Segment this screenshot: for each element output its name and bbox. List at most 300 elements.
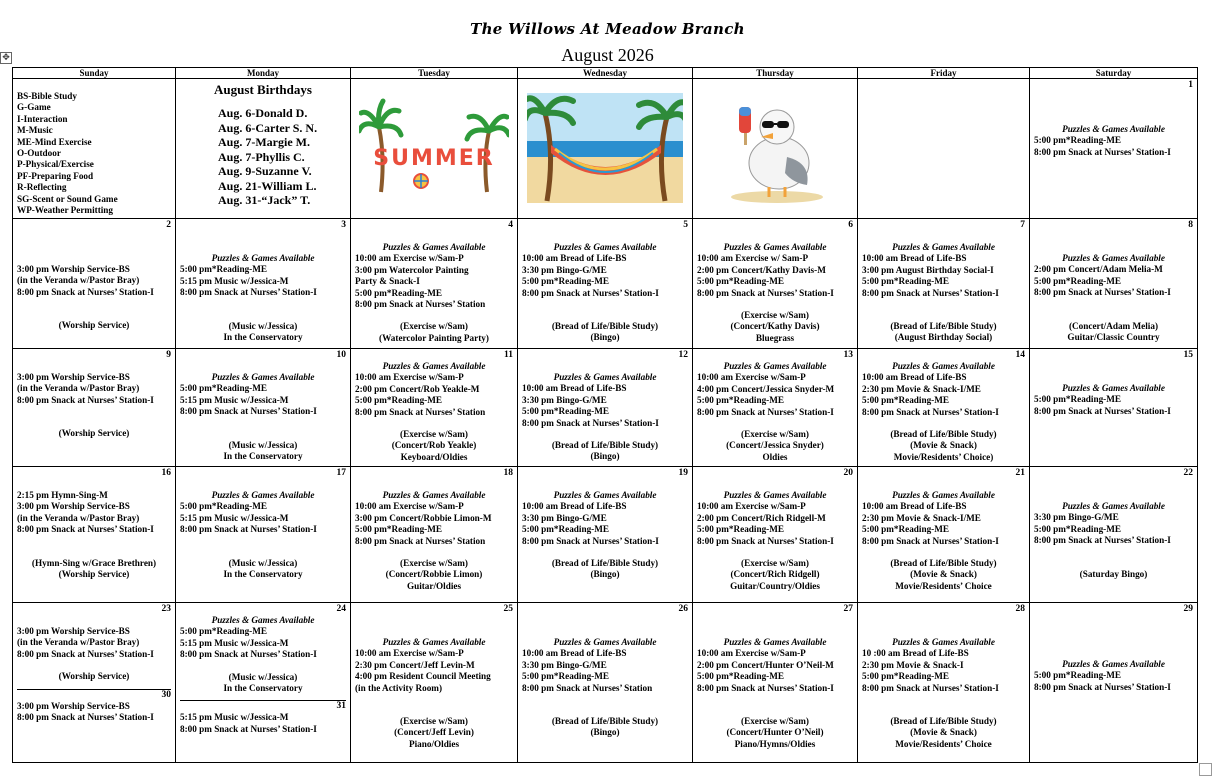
puzzles-line: Puzzles & Games Available: [382, 490, 486, 500]
activity-line: 5:00 pm*Reading-ME: [697, 276, 785, 287]
puzzles-line: Puzzles & Games Available: [892, 242, 995, 252]
summer-image-cell: [351, 79, 518, 219]
day-22-content: [1030, 467, 1197, 581]
day-cell-7: [858, 219, 1030, 349]
legend-item: G-Game: [17, 102, 51, 113]
week-row-5: [13, 603, 1198, 763]
activity-line: 10:00 am Bread of Life-BS: [522, 383, 627, 394]
birthday-item: Aug. 31-“Jack” T.: [218, 193, 311, 207]
birthdays-cell: [176, 79, 351, 219]
activity-line: 5:00 pm*Reading-ME: [862, 276, 950, 287]
activity-line: 5:15 pm Music w/Jessica-M: [180, 637, 289, 648]
day-18-content: [351, 467, 517, 593]
activity-line: 2:00 pm Concert/Kathy Davis-M: [697, 264, 826, 275]
event-summary: Movie/Residents’ Choice: [895, 738, 992, 749]
event-summary: (Bingo): [590, 332, 620, 343]
activity-line: 2:30 pm Movie & Snack-I: [862, 659, 964, 670]
day-number: 25: [503, 604, 513, 614]
activity-line: 3:30 pm Bingo-G/ME: [522, 512, 607, 523]
event-summary: Movie/Residents’ Choice): [893, 451, 994, 462]
day-14-content: [858, 349, 1029, 464]
puzzles-line: Puzzles & Games Available: [553, 372, 657, 382]
activity-line: 8:00 pm Snack at Nurses’ Station-I: [1034, 287, 1171, 298]
legend-item: WP-Weather Permitting: [17, 205, 114, 216]
day-cell-20: [693, 467, 858, 603]
day-number: 8: [1188, 220, 1193, 230]
activity-line: 8:00 pm Snack at Nurses’ Station: [522, 682, 653, 693]
day-number: 23: [161, 604, 171, 614]
event-summary: Keyboard/Oldies: [400, 451, 468, 462]
puzzles-line: Puzzles & Games Available: [892, 361, 995, 371]
day-30-content: [13, 690, 175, 724]
activity-line: 3:00 pm Worship Service-BS: [17, 264, 130, 274]
event-summary: (Concert/Hunter O’Neil): [726, 727, 824, 738]
day-number: 2: [166, 220, 171, 230]
activity-line: 2:30 pm Movie & Snack-I/ME: [862, 383, 981, 394]
activity-line: 5:15 pm Music w/Jessica-M: [180, 712, 289, 723]
puzzles-line: Puzzles & Games Available: [892, 490, 995, 500]
day-cell-26: [518, 603, 693, 763]
table-move-handle-icon[interactable]: ✥: [0, 52, 12, 64]
day-19-content: [518, 467, 692, 582]
activity-line: 10:00 am Exercise w/Sam-P: [697, 648, 806, 659]
facility-title: The Willows At Meadow Branch: [470, 20, 745, 38]
activity-line: 8:00 pm Snack at Nurses’ Station-I: [697, 406, 834, 417]
puzzles-line: Puzzles & Games Available: [723, 637, 827, 647]
day-number: 29: [1183, 604, 1193, 614]
activity-line: 3:30 pm Bingo-G/ME: [522, 394, 607, 405]
activity-line: 10:00 am Bread of Life-BS: [862, 372, 967, 383]
birthday-item: Aug. 9-Suzanne V.: [218, 164, 312, 178]
seagull-with-popsicle-icon: [715, 93, 835, 205]
activity-line: 2:00 pm Concert/Adam Melia-M: [1034, 264, 1163, 275]
summer-palm-trees-icon: [359, 97, 509, 197]
day-cell-18: [351, 467, 518, 603]
puzzles-line: Puzzles & Games Available: [1062, 501, 1165, 511]
activity-line: 3:00 pm August Birthday Social-I: [862, 264, 994, 275]
activity-line: 4:00 pm Resident Council Meeting: [355, 671, 491, 682]
birthdays-title: August Birthdays: [214, 82, 312, 97]
event-summary: (Bingo): [590, 451, 620, 462]
activity-line: 5:00 pm*Reading-ME: [1034, 523, 1122, 534]
activity-line: 3:00 pm Concert/Robbie Limon-M: [355, 512, 492, 523]
puzzles-line: Puzzles & Games Available: [1062, 383, 1165, 393]
day-27-content: [693, 603, 857, 751]
day-cell-6: [693, 219, 858, 349]
puzzles-line: Puzzles & Games Available: [723, 242, 827, 252]
event-summary: (Bread of Life/Bible Study): [551, 321, 659, 332]
event-summary: (Music w/Jessica): [228, 557, 298, 568]
activity-line: 8:00 pm Snack at Nurses’ Station-I: [1034, 681, 1171, 692]
activity-line: 5:00 pm*Reading-ME: [1034, 670, 1122, 681]
empty-cell: [858, 79, 1030, 219]
legend-item: PF-Preparing Food: [17, 170, 94, 181]
activity-line: 8:00 pm Snack at Nurses’ Station-I: [180, 406, 317, 417]
event-summary: (Bread of Life/Bible Study): [890, 716, 997, 727]
activity-line: 8:00 pm Snack at Nurses’ Station: [355, 535, 486, 546]
activity-line: (in the Veranda w/Pastor Bray): [17, 637, 140, 648]
day-number: 3: [341, 220, 346, 230]
puzzles-line: Puzzles & Games Available: [723, 361, 827, 371]
weekday-friday: Friday: [858, 68, 1030, 79]
hammock-image-cell: [518, 79, 693, 219]
activity-line: 8:00 pm Snack at Nurses’ Station-I: [180, 524, 317, 535]
activity-line: 8:00 pm Snack at Nurses’ Station-I: [522, 417, 659, 428]
activity-line: 10:00 am Bread of Life-BS: [862, 501, 967, 512]
day-cell-21: [858, 467, 1030, 603]
day-number: 22: [1183, 468, 1193, 478]
event-summary: (Exercise w/Sam): [741, 429, 809, 440]
day-cell-23-30: [13, 603, 176, 763]
day-number: 13: [843, 350, 853, 360]
weekday-wednesday: Wednesday: [518, 68, 693, 79]
event-summary: (Concert/Rob Yeakle): [391, 440, 477, 451]
puzzles-line: Puzzles & Games Available: [211, 253, 315, 263]
day-number: 6: [848, 220, 853, 230]
day-cell-22: [1030, 467, 1198, 603]
activity-line: 5:00 pm*Reading-ME: [1034, 135, 1122, 146]
puzzles-line: Puzzles & Games Available: [211, 615, 315, 625]
activity-line: 5:00 pm*Reading-ME: [1034, 394, 1122, 405]
event-summary: (Bingo): [590, 727, 620, 738]
event-summary: (Exercise w/Sam): [400, 429, 468, 440]
event-summary: (Movie & Snack): [910, 569, 977, 580]
event-summary: (Bread of Life/Bible Study): [890, 558, 997, 569]
day-number: 9: [166, 350, 171, 360]
activity-line: 8:00 pm Snack at Nurses’ Station-I: [522, 287, 659, 298]
activity-line: 3:00 pm Worship Service-BS: [17, 501, 130, 512]
activity-line: 8:00 pm Snack at Nurses’ Station-I: [697, 535, 834, 546]
event-summary: In the Conservatory: [223, 569, 303, 580]
activity-line: 8:00 pm Snack at Nurses’ Station-I: [1034, 535, 1171, 546]
puzzles-line: Puzzles & Games Available: [382, 361, 486, 371]
puzzles-line: Puzzles & Games Available: [382, 637, 486, 647]
activity-line: 5:00 pm*Reading-ME: [355, 287, 443, 298]
day-number: 10: [336, 350, 346, 360]
puzzles-line: Puzzles & Games Available: [1062, 253, 1165, 263]
activity-line: 8:00 pm Snack at Nurses’ Station-I: [862, 406, 999, 417]
day-number: 21: [1015, 468, 1025, 478]
event-summary: (Bread of Life/Bible Study): [890, 321, 997, 332]
event-summary: Piano/Oldies: [408, 738, 460, 749]
event-summary: (Music w/Jessica): [228, 320, 298, 331]
event-summary: (Movie & Snack): [910, 727, 977, 738]
day-cell-27: [693, 603, 858, 763]
day-5-content: [518, 219, 692, 345]
day-20-content: [693, 467, 857, 593]
day-number: 12: [678, 350, 688, 360]
activity-line: 10:00 am Exercise w/Sam-P: [355, 372, 464, 383]
calendar-table: [12, 67, 1198, 763]
day-number: 5: [683, 220, 688, 230]
activity-line: Party & Snack-I: [355, 276, 420, 287]
birthdays-list: [180, 106, 346, 208]
weekday-header-row: [13, 68, 1198, 79]
activity-line: 2:15 pm Hymn-Sing-M: [17, 490, 108, 500]
activity-line: 8:00 pm Snack at Nurses’ Station-I: [862, 287, 999, 298]
event-summary: (Concert/Rich Ridgell): [730, 569, 820, 580]
event-summary: (Exercise w/Sam): [741, 558, 809, 569]
activity-line: 8:00 pm Snack at Nurses’ Station-I: [522, 535, 659, 546]
day-6-content: [693, 219, 857, 345]
puzzles-line: Puzzles & Games Available: [553, 490, 657, 500]
activity-line: 2:00 pm Concert/Hunter O’Neil-M: [697, 659, 834, 670]
activity-line: 10:00 am Bread of Life-BS: [522, 501, 627, 512]
day-8-content: [1030, 219, 1197, 344]
legend-item: M-Music: [17, 125, 53, 136]
day-cell-28: [858, 603, 1030, 763]
day-25-content: [351, 603, 517, 751]
day-cell-19: [518, 467, 693, 603]
event-summary: (Watercolor Painting Party): [379, 332, 489, 343]
day-number: 17: [336, 468, 346, 478]
day-7-content: [858, 219, 1029, 345]
event-summary: Piano/Hymns/Oldies: [734, 738, 816, 749]
activity-line: 3:30 pm Bingo-G/ME: [522, 659, 607, 670]
birthday-item: Aug. 6-Carter S. N.: [218, 120, 318, 135]
event-summary: Movie/Residents’ Choice: [895, 580, 992, 591]
puzzles-line: Puzzles & Games Available: [1062, 124, 1165, 134]
activity-line: (in the Activity Room): [355, 682, 443, 693]
activity-line: 3:00 pm Worship Service-BS: [17, 626, 130, 636]
event-summary: (Exercise w/Sam): [400, 558, 468, 569]
weekday-sunday: Sunday: [13, 68, 176, 79]
activity-line: 10:00 am Exercise w/Sam-P: [355, 253, 464, 264]
day-17-content: [176, 467, 350, 581]
day-number: 24: [336, 604, 346, 614]
activity-line: 5:00 pm*Reading-ME: [697, 671, 785, 682]
event-summary: Oldies: [762, 451, 788, 462]
activity-line: 10:00 am Bread of Life-BS: [522, 648, 627, 659]
day-28-content: [858, 603, 1029, 751]
day-cell-3: [176, 219, 351, 349]
birthday-item: Aug. 7-Margie M.: [218, 135, 310, 149]
weekday-thursday: Thursday: [693, 68, 858, 79]
activity-line: 5:00 pm*Reading-ME: [522, 671, 610, 682]
day-23-content: [13, 604, 175, 683]
day-12-content: [518, 349, 692, 464]
day-number: 18: [503, 468, 513, 478]
activity-line: 8:00 pm Snack at Nurses’ Station: [355, 299, 486, 310]
day-cell-1: [1030, 79, 1198, 219]
day-cell-9: [13, 349, 176, 467]
event-summary: (Bread of Life/Bible Study): [551, 440, 659, 451]
puzzles-line: Puzzles & Games Available: [1062, 659, 1165, 669]
week-row-3: [13, 349, 1198, 467]
activity-line: 5:15 pm Music w/Jessica-M: [180, 512, 289, 523]
day-31-content: [176, 701, 350, 735]
day-29-content: [1030, 603, 1197, 694]
activity-line: 10:00 am Exercise w/Sam-P: [355, 648, 464, 659]
activity-line: 5:00 pm*Reading-ME: [180, 501, 268, 512]
activity-line: 8:00 pm Snack at Nurses’ Station-I: [17, 524, 154, 535]
puzzles-line: Puzzles & Games Available: [382, 242, 486, 252]
day-9-content: [13, 349, 175, 441]
legend-item: SG-Scent or Sound Game: [17, 193, 118, 204]
puzzles-line: Puzzles & Games Available: [892, 637, 995, 647]
event-summary: (Concert/Jessica Snyder): [726, 440, 824, 451]
day-cell-16: [13, 467, 176, 603]
activity-line: 10:00 am Bread of Life-BS: [862, 253, 967, 264]
activity-line: 8:00 pm Snack at Nurses’ Station-I: [697, 287, 834, 298]
beach-hammock-icon: [527, 93, 683, 203]
event-summary: (Hymn-Sing w/Grace Brethren): [31, 557, 157, 568]
day-cell-29: [1030, 603, 1198, 763]
activity-line: 4:00 pm Concert/Jessica Snyder-M: [697, 383, 835, 394]
legend-item: P-Physical/Exercise: [17, 159, 94, 170]
day-4-content: [351, 219, 517, 345]
activity-line: 2:00 pm Concert/Rich Ridgell-M: [697, 512, 826, 523]
activity-line: 8:00 pm Snack at Nurses’ Station-I: [180, 287, 317, 298]
svg-text:SUMMER: SUMMER: [373, 146, 495, 171]
day-cell-13: [693, 349, 858, 467]
event-summary: (Exercise w/Sam): [741, 310, 809, 321]
day-cell-24-31: [176, 603, 351, 763]
legend-item: BS-Bible Study: [17, 91, 77, 101]
day-cell-5: [518, 219, 693, 349]
day-3-content: [176, 219, 350, 344]
week-row-4: [13, 467, 1198, 603]
activity-line: 5:15 pm Music w/Jessica-M: [180, 394, 289, 405]
event-summary: (Concert/Adam Melia): [1068, 320, 1159, 331]
event-summary: Guitar/Classic Country: [1067, 332, 1160, 343]
legend-list: [13, 79, 175, 217]
activity-line: 10:00 am Exercise w/Sam-P: [697, 501, 806, 512]
event-summary: (Bread of Life/Bible Study): [890, 429, 997, 440]
activity-line: 5:00 pm*Reading-ME: [180, 383, 268, 394]
day-cell-4: [351, 219, 518, 349]
activity-line: 8:00 pm Snack at Nurses’ Station-I: [862, 682, 999, 693]
activity-line: 5:00 pm*Reading-ME: [697, 524, 785, 535]
weekday-tuesday: Tuesday: [351, 68, 518, 79]
day-2-content: [13, 219, 175, 333]
activity-line: 5:00 pm*Reading-ME: [1034, 275, 1122, 286]
puzzles-line: Puzzles & Games Available: [553, 242, 657, 252]
activity-line: 8:00 pm Snack at Nurses’ Station: [355, 406, 486, 417]
day-number: 26: [678, 604, 688, 614]
resize-handle-icon[interactable]: [1199, 763, 1212, 776]
activity-line: 10:00 am Exercise w/Sam-P: [355, 501, 464, 512]
day-11-content: [351, 349, 517, 464]
day-number: 11: [504, 350, 513, 360]
event-summary: (Worship Service): [58, 320, 130, 331]
activity-line: 8:00 pm Snack at Nurses’ Station-I: [17, 712, 154, 723]
legend-item: ME-Mind Exercise: [17, 136, 92, 147]
day-number: 20: [843, 468, 853, 478]
activity-line: 10 :00 am Bread of Life-BS: [862, 648, 969, 659]
event-summary: (Concert/Robbie Limon): [385, 569, 483, 580]
event-summary: In the Conservatory: [223, 683, 303, 694]
activity-line: 5:00 pm*Reading-ME: [522, 276, 610, 287]
activity-line: 2:30 pm Movie & Snack-I/ME: [862, 512, 981, 523]
day-cell-15: [1030, 349, 1198, 467]
activity-line: 8:00 pm Snack at Nurses’ Station-I: [1034, 405, 1171, 416]
activity-line: 8:00 pm Snack at Nurses’ Station-I: [697, 682, 834, 693]
day-13-content: [693, 349, 857, 464]
day-number: 27: [843, 604, 853, 614]
activity-line: 5:00 pm*Reading-ME: [522, 406, 610, 417]
day-cell-12: [518, 349, 693, 467]
day-cell-10: [176, 349, 351, 467]
event-summary: (Bread of Life/Bible Study): [551, 716, 659, 727]
event-summary: Bluegrass: [755, 332, 795, 343]
legend-item: O-Outdoor: [17, 148, 61, 159]
activity-line: 5:00 pm*Reading-ME: [180, 264, 268, 275]
puzzles-line: Puzzles & Games Available: [723, 490, 827, 500]
activity-line: 8:00 pm Snack at Nurses’ Station-I: [862, 535, 999, 546]
day-number: 30: [161, 689, 171, 700]
day-10-content: [176, 349, 350, 463]
activity-line: 10:00 am Bread of Life-BS: [522, 253, 627, 264]
event-summary: Guitar/Country/Oldies: [730, 580, 820, 591]
day-15-content: [1030, 349, 1197, 418]
event-summary: (Bingo): [590, 569, 620, 580]
activity-line: 3:00 pm Worship Service-BS: [17, 700, 130, 711]
day-16-content: [13, 467, 175, 581]
day-number: 19: [678, 468, 688, 478]
event-summary: (Exercise w/Sam): [400, 321, 468, 332]
seagull-image-cell: [693, 79, 858, 219]
puzzles-line: Puzzles & Games Available: [553, 637, 657, 647]
day-cell-11: [351, 349, 518, 467]
puzzles-line: Puzzles & Games Available: [211, 372, 315, 382]
activity-line: 5:00 pm*Reading-ME: [522, 524, 610, 535]
day-number: 7: [1020, 220, 1025, 230]
activity-line: 10:00 am Exercise w/ Sam-P: [697, 253, 809, 264]
activity-line: 3:00 pm Watercolor Painting: [355, 264, 469, 275]
event-summary: In the Conservatory: [223, 451, 303, 462]
day-number: 31: [336, 701, 346, 712]
activity-line: 8:00 pm Snack at Nurses’ Station-I: [17, 394, 154, 405]
event-summary: (Exercise w/Sam): [400, 716, 468, 727]
activity-line: 8:00 pm Snack at Nurses’ Station-I: [1034, 146, 1171, 157]
birthday-item: Aug. 6-Donald D.: [218, 106, 308, 120]
activity-line: 5:15 pm Music w/Jessica-M: [180, 275, 289, 286]
activity-line: 5:00 pm*Reading-ME: [862, 524, 950, 535]
event-summary: (Exercise w/Sam): [741, 716, 809, 727]
day-number: 15: [1183, 350, 1193, 360]
activity-line: 3:30 pm Bingo-G/ME: [522, 264, 607, 275]
activity-line: 3:30 pm Bingo-G/ME: [1034, 512, 1119, 523]
event-summary: (Concert/Jeff Levin): [394, 727, 474, 738]
activity-line: 10:00 am Exercise w/Sam-P: [697, 372, 806, 383]
week-row-1: [13, 79, 1198, 219]
birthday-item: Aug. 7-Phyllis C.: [218, 149, 305, 164]
activity-line: 3:00 pm Worship Service-BS: [17, 372, 130, 382]
event-summary: (August Birthday Social): [894, 332, 993, 343]
event-summary: (Music w/Jessica): [228, 671, 298, 682]
puzzles-line: Puzzles & Games Available: [211, 490, 315, 500]
event-summary: Guitar/Oldies: [406, 580, 462, 591]
activity-line: 8:00 pm Snack at Nurses’ Station-I: [17, 648, 154, 659]
day-cell-14: [858, 349, 1030, 467]
event-summary: (Music w/Jessica): [228, 439, 298, 450]
activity-line: (in the Veranda w/Pastor Bray): [17, 275, 140, 286]
activity-line: 2:30 pm Concert/Jeff Levin-M: [355, 659, 475, 670]
event-summary: (Worship Service): [58, 569, 130, 580]
activity-line: (in the Veranda w/Pastor Bray): [17, 383, 140, 394]
day-number: 28: [1015, 604, 1025, 614]
activity-line: (in the Veranda w/Pastor Bray): [17, 512, 140, 523]
event-summary: (Concert/Kathy Davis): [730, 321, 820, 332]
activity-line: 5:00 pm*Reading-ME: [355, 524, 443, 535]
event-summary: (Movie & Snack): [910, 440, 977, 451]
day-number: 16: [161, 468, 171, 478]
day-cell-2: [13, 219, 176, 349]
day-cell-8: [1030, 219, 1198, 349]
activity-line: 8:00 pm Snack at Nurses’ Station-I: [180, 649, 317, 660]
event-summary: In the Conservatory: [223, 332, 303, 343]
